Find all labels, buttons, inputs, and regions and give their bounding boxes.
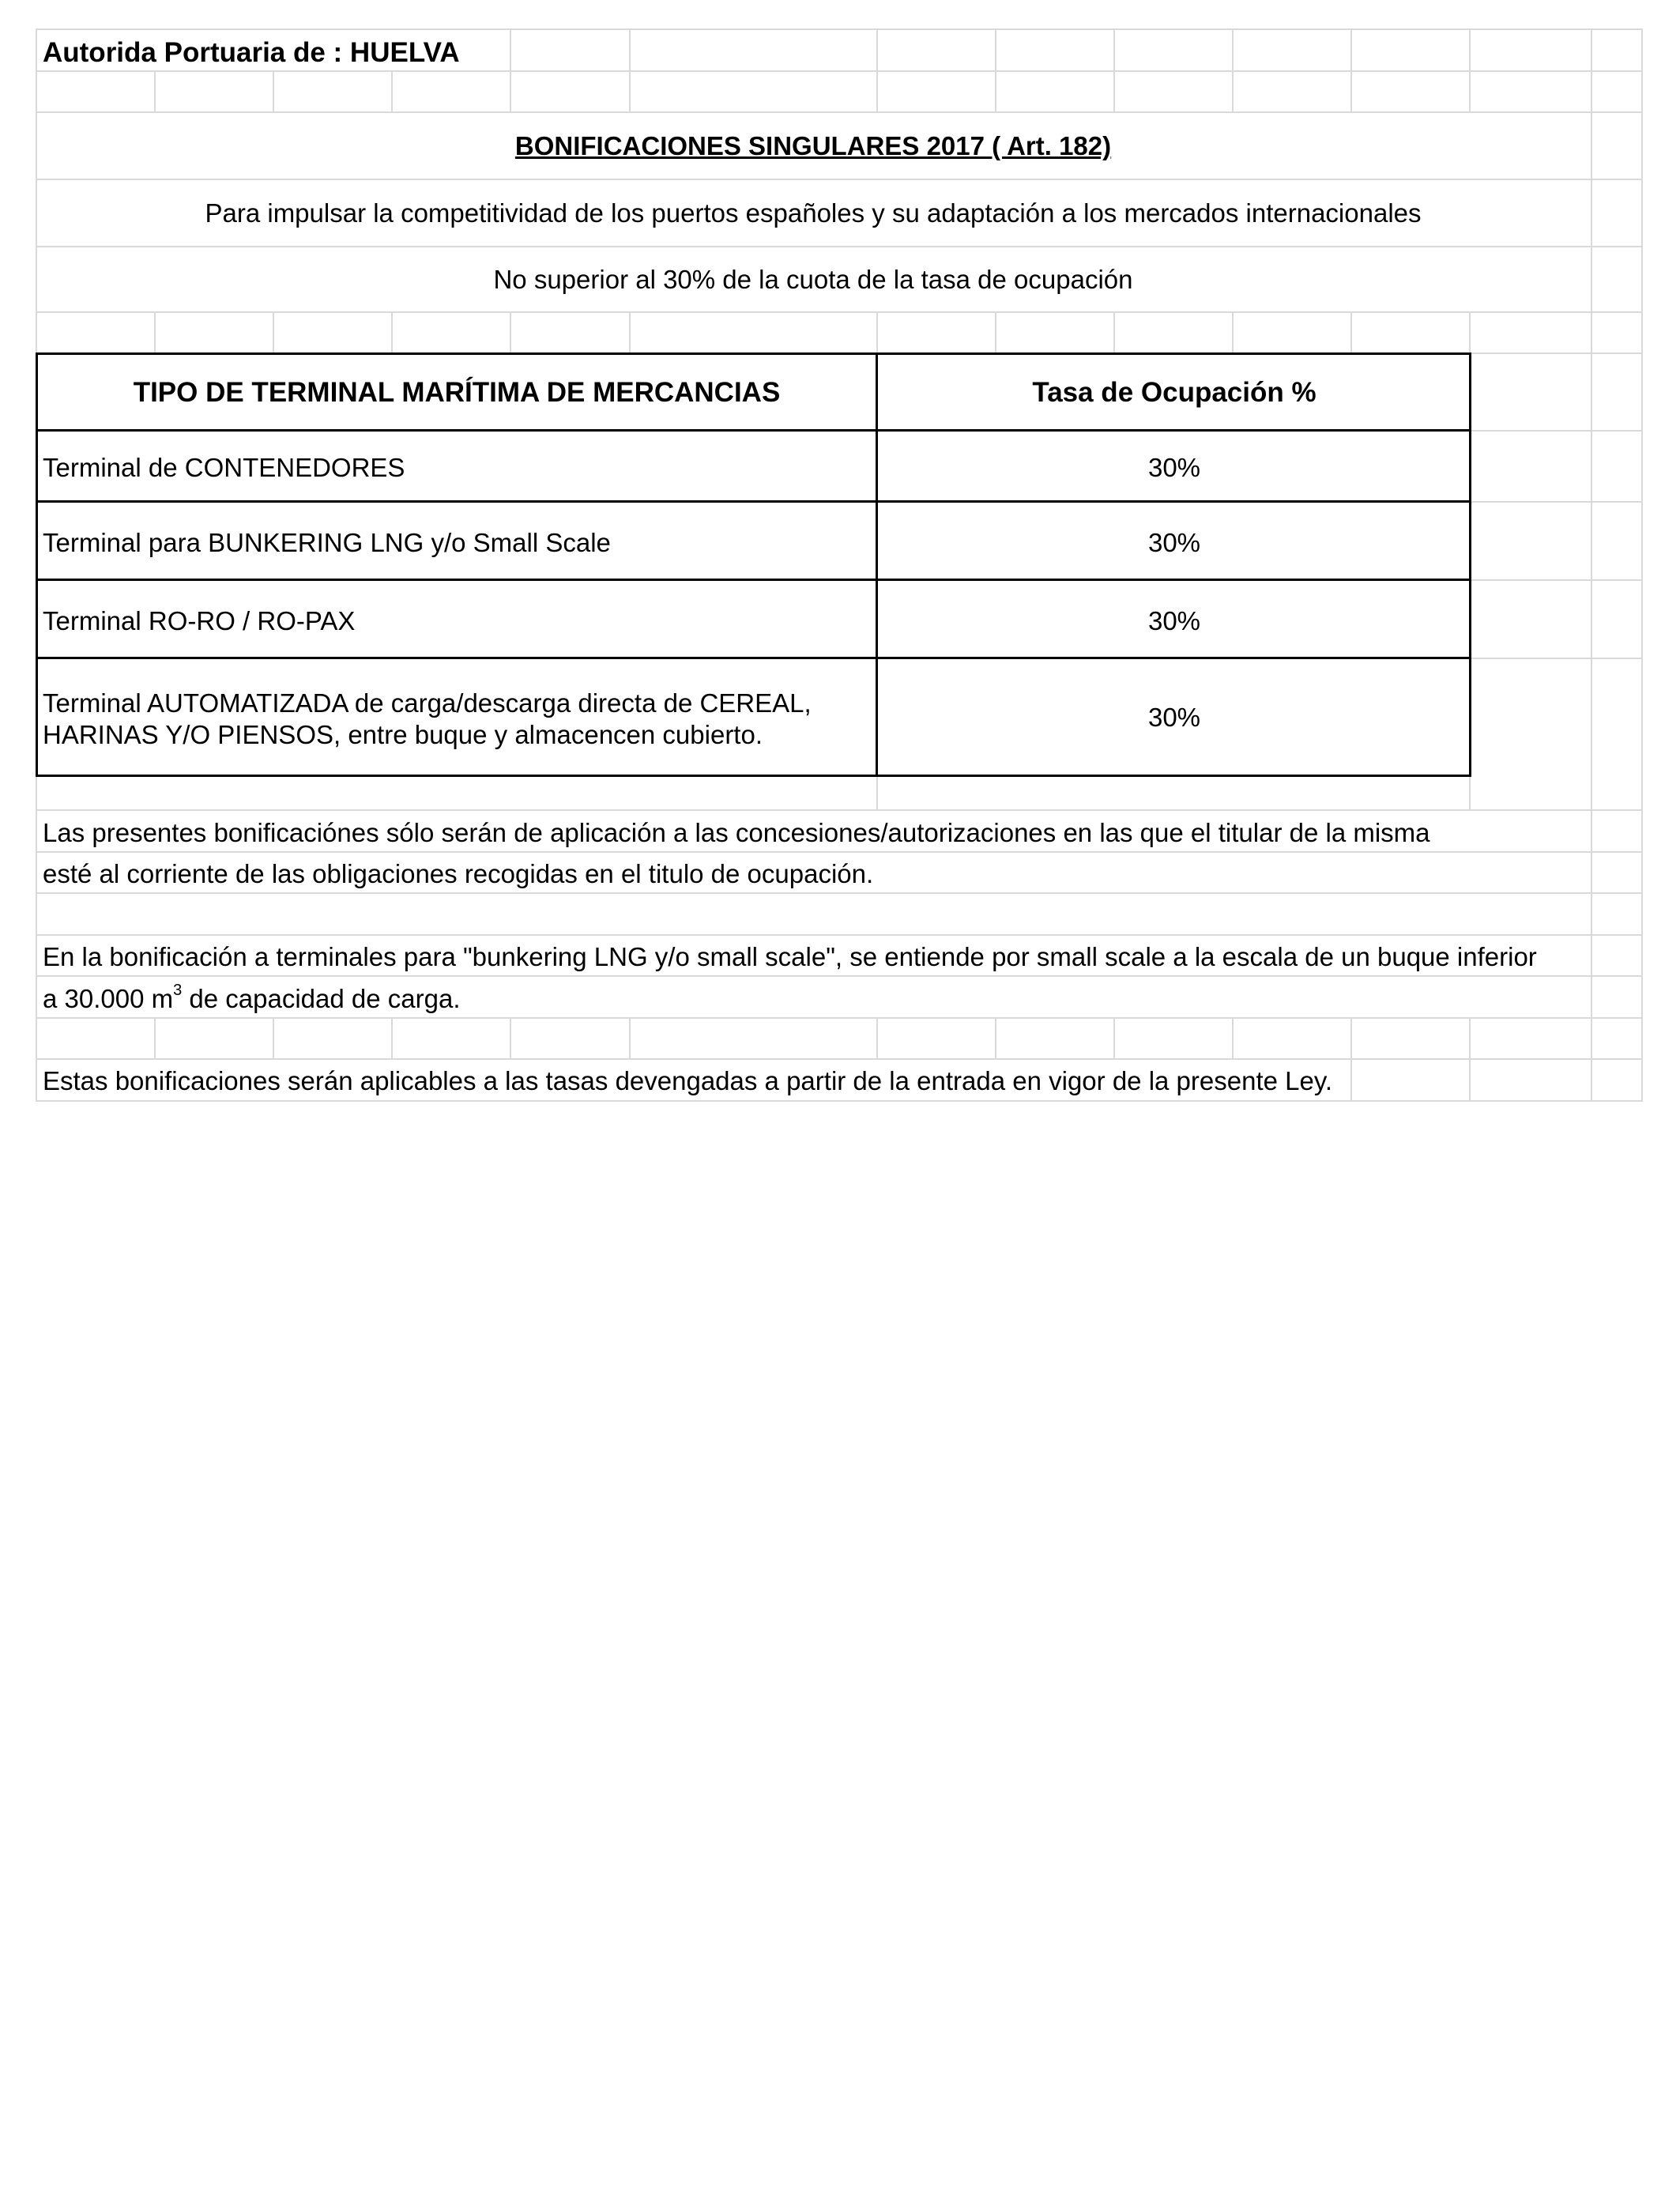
grid-line bbox=[876, 776, 878, 809]
table-cell-terminal-type: Terminal RO-RO / RO-PAX bbox=[43, 606, 356, 635]
grid-line bbox=[876, 311, 878, 352]
grid-line bbox=[36, 1058, 1642, 1060]
table-cell-rate: 30% bbox=[1147, 703, 1201, 732]
table-border bbox=[36, 352, 38, 777]
grid-line bbox=[1469, 501, 1642, 503]
grid-line bbox=[1469, 311, 1471, 352]
grid-line bbox=[1469, 1017, 1471, 1058]
note-bunkering-line2 bbox=[43, 982, 461, 1013]
table-cell-terminal-type: Terminal de CONTENEDORES bbox=[43, 453, 405, 482]
grid-line bbox=[629, 1017, 631, 1058]
limit-note: No superior al 30% de la cuota de la tasa de ocupación bbox=[493, 265, 1133, 294]
grid-line bbox=[995, 311, 996, 352]
grid-line bbox=[510, 28, 511, 70]
grid-line bbox=[1591, 28, 1592, 1102]
grid-line bbox=[1232, 1017, 1234, 1058]
table-cell-terminal-type: Terminal AUTOMATIZADA de carga/descarga directa de CEREAL, bbox=[43, 688, 812, 718]
note-bunkering-line1: En la bonificación a terminales para "bunkering LNG y/o small scale", se entiende por small scale a la escala de un buque inferior bbox=[43, 942, 1537, 971]
note-validity: Estas bonificaciones serán aplicables a las tasas devengadas a partir de la entrada en vigor de la presente Ley. bbox=[43, 1066, 1333, 1095]
grid-line bbox=[1113, 1017, 1115, 1058]
grid-line bbox=[36, 934, 1642, 936]
grid-line bbox=[36, 179, 1642, 180]
grid-line bbox=[1469, 430, 1642, 432]
note-concessions-line1: Las presentes bonificaciónes sólo serán de aplicación a las concesiones/autorizaciones en las que el titular de la misma bbox=[43, 818, 1430, 847]
grid-line bbox=[154, 311, 156, 352]
note-concessions-line2: esté al corriente de las obligaciones recogidas en el titulo de ocupación. bbox=[43, 859, 874, 888]
grid-line bbox=[629, 28, 631, 70]
grid-line bbox=[1469, 579, 1642, 581]
grid-line bbox=[629, 311, 631, 352]
grid-line bbox=[876, 28, 878, 70]
grid-line bbox=[1469, 28, 1471, 70]
grid-line bbox=[36, 851, 1642, 853]
port-authority-header: Autorida Portuaria de : HUELVA bbox=[43, 37, 460, 68]
grid-line bbox=[1113, 70, 1115, 111]
superscript-exponent: 3 bbox=[173, 982, 183, 999]
table-cell-rate: 30% bbox=[1147, 528, 1201, 557]
table-border bbox=[1469, 352, 1471, 777]
grid-line bbox=[876, 1017, 878, 1058]
grid-line bbox=[1232, 311, 1234, 352]
table-header-occupancy-rate: Tasa de Ocupación % bbox=[1032, 377, 1317, 408]
grid-line bbox=[36, 311, 1642, 313]
table-border bbox=[36, 429, 1471, 432]
page-subtitle: Para impulsar la competitividad de los puertos españoles y su adaptación a los mercados internacionales bbox=[205, 198, 1422, 228]
grid-line bbox=[273, 311, 274, 352]
table-cell-terminal-type: HARINAS Y/O PIENSOS, entre buque y almacencen cubierto. bbox=[43, 720, 763, 749]
grid-line bbox=[1113, 311, 1115, 352]
grid-line bbox=[1232, 70, 1234, 111]
grid-line bbox=[154, 70, 156, 111]
table-cell-rate: 30% bbox=[1147, 606, 1201, 635]
table-border bbox=[876, 352, 878, 777]
grid-line bbox=[36, 28, 1642, 30]
grid-line bbox=[36, 1100, 1642, 1102]
note-bunkering-line2-prefix: a 30.000 m bbox=[43, 984, 174, 1013]
grid-line bbox=[36, 892, 1642, 894]
grid-line bbox=[1232, 28, 1234, 70]
grid-line bbox=[36, 1017, 1642, 1019]
grid-line bbox=[1469, 1058, 1471, 1100]
grid-line bbox=[510, 1017, 511, 1058]
table-border bbox=[36, 500, 1471, 503]
note-bunkering-line2-suffix: de capacidad de carga. bbox=[182, 984, 461, 1013]
grid-line bbox=[273, 70, 274, 111]
grid-line bbox=[1469, 658, 1642, 659]
grid-line bbox=[510, 311, 511, 352]
grid-line bbox=[36, 809, 1642, 811]
grid-line bbox=[391, 70, 393, 111]
grid-line bbox=[1469, 776, 1471, 809]
grid-line bbox=[995, 1017, 996, 1058]
grid-line bbox=[391, 1017, 393, 1058]
table-header-terminal-type: TIPO DE TERMINAL MARÍTIMA DE MERCANCIAS bbox=[133, 377, 781, 408]
grid-line bbox=[391, 311, 393, 352]
grid-line bbox=[995, 70, 996, 111]
table-border bbox=[36, 352, 1471, 355]
grid-line bbox=[1350, 1058, 1352, 1100]
page-title: BONIFICACIONES SINGULARES 2017 ( Art. 182) bbox=[514, 131, 1112, 160]
grid-line bbox=[36, 111, 1642, 113]
grid-line bbox=[1350, 28, 1352, 70]
table-border bbox=[36, 775, 1471, 777]
table-cell-terminal-type: Terminal para BUNKERING LNG y/o Small Scale bbox=[43, 528, 611, 557]
table-cell-rate: 30% bbox=[1147, 453, 1201, 482]
grid-line bbox=[36, 70, 1642, 72]
grid-line bbox=[876, 70, 878, 111]
grid-line bbox=[154, 1017, 156, 1058]
grid-line bbox=[1113, 28, 1115, 70]
table-border bbox=[36, 657, 1471, 659]
grid-line bbox=[1350, 311, 1352, 352]
grid-line bbox=[36, 246, 1642, 247]
table-border bbox=[36, 579, 1471, 581]
grid-line bbox=[995, 28, 996, 70]
grid-line bbox=[629, 70, 631, 111]
grid-line bbox=[510, 70, 511, 111]
grid-line bbox=[1469, 70, 1471, 111]
grid-line bbox=[1350, 70, 1352, 111]
grid-line bbox=[273, 1017, 274, 1058]
grid-line bbox=[1641, 28, 1643, 1102]
grid-line bbox=[1350, 1017, 1352, 1058]
grid-line bbox=[36, 975, 1642, 977]
